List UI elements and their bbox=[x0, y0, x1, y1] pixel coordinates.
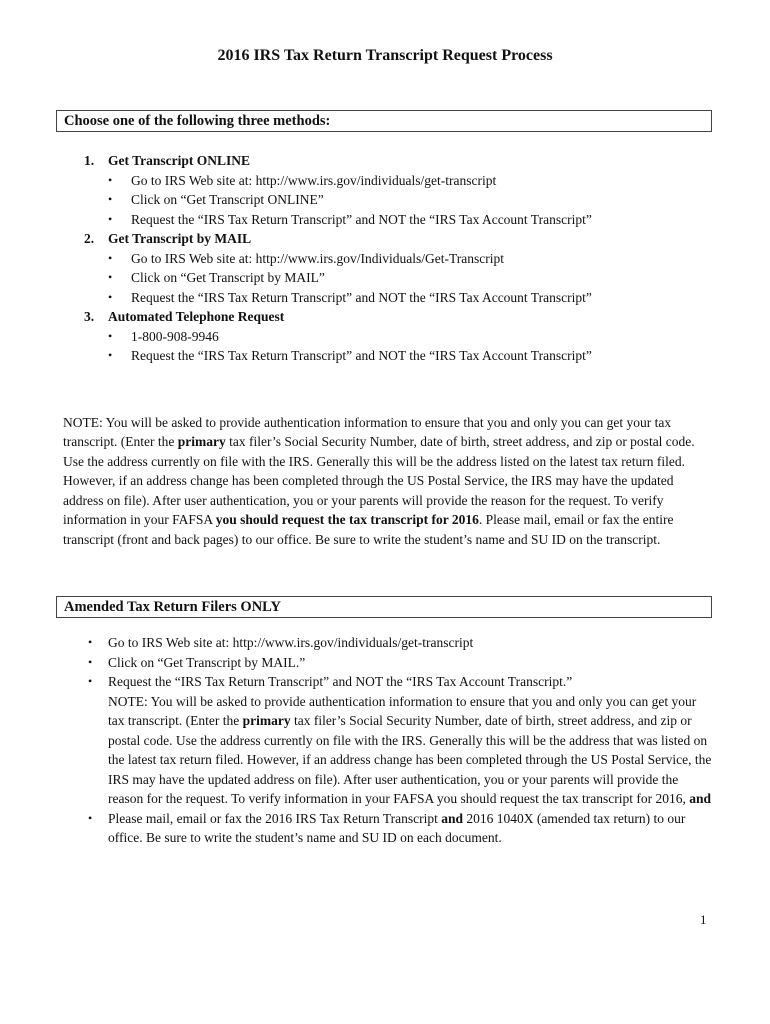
method-number: 2. bbox=[84, 231, 95, 246]
amended-section-header: Amended Tax Return Filers ONLY bbox=[56, 596, 712, 618]
list-item: • Click on “Get Transcript ONLINE” bbox=[108, 190, 714, 210]
note-emphasis: you should request the tax transcript for 2016 bbox=[215, 512, 479, 527]
method-online bbox=[84, 151, 714, 229]
list-item: • Click on “Get Transcript by MAIL” bbox=[108, 268, 714, 288]
method-number: 3. bbox=[84, 309, 95, 324]
method-number: 1. bbox=[84, 153, 95, 168]
list-item-text: 2016 1040X (amended tax return) to our office. Be sure to write the student’s name and SU ID on each document. bbox=[108, 810, 686, 845]
method-mail bbox=[84, 229, 714, 307]
note-text: tax filer’s Social Security Number, date of birth, street address, and zip or postal code. Use the address currently on file with the IRS. Generally this will be the address that was listed on the latest tax return filed. However, if an address change has been completed through the US Postal Service, the IRS may have the updated address on file). After user authentication, you or your parents will provide the reason for the request. To verify information in your FAFSA you should request the tax transcript for 2016, bbox=[108, 713, 712, 806]
list-item: • Request the “IRS Tax Return Transcript” and NOT the “IRS Tax Account Transcript” bbox=[108, 288, 714, 308]
note-emphasis: primary bbox=[242, 713, 291, 728]
note-emphasis: and bbox=[689, 791, 711, 806]
method-title: Automated Telephone Request bbox=[108, 309, 285, 324]
amended-list bbox=[84, 633, 714, 848]
list-item: • Go to IRS Web site at: http://www.irs.gov/individuals/get-transcript bbox=[108, 171, 714, 191]
note-text: tax filer’s Social Security Number, date of birth, street address, and zip or postal code. Use the address currently on file with the IRS. Generally this will be the address listed on the latest tax return filed. However, if an address change has been completed through the US Postal Service, the IRS may have the updated address on file). After user authentication, you or your parents will provide the reason for the request. To verify information in your FAFSA bbox=[63, 434, 695, 527]
list-item bbox=[84, 672, 714, 809]
note-emphasis: primary bbox=[177, 434, 226, 449]
method-title: Get Transcript ONLINE bbox=[108, 153, 251, 168]
list-item: • Go to IRS Web site at: http://www.irs.gov/Individuals/Get-Transcript bbox=[108, 249, 714, 269]
method-telephone bbox=[84, 307, 714, 366]
list-item-text: Request the “IRS Tax Return Transcript” and NOT the “IRS Tax Account Transcript.” bbox=[108, 674, 573, 689]
method-title: Get Transcript by MAIL bbox=[108, 231, 252, 246]
list-item bbox=[84, 809, 714, 848]
list-item: • Request the “IRS Tax Return Transcript” and NOT the “IRS Tax Account Transcript” bbox=[108, 210, 714, 230]
list-item-emphasis: and bbox=[441, 810, 464, 826]
amended-note bbox=[108, 692, 714, 809]
note-text: NOTE: You will be asked to provide authentication information to ensure that you and only you can get your tax transcript. (Enter the bbox=[108, 693, 697, 728]
list-item: • 1-800-908-9946 bbox=[108, 327, 714, 347]
list-item: • Request the “IRS Tax Return Transcript” and NOT the “IRS Tax Account Transcript” bbox=[108, 346, 714, 366]
note-text: . Please mail, email or fax the entire transcript (front and back pages) to our office. Be sure to write the student’s name and SU ID on the transcript. bbox=[63, 512, 674, 547]
authentication-note bbox=[63, 413, 713, 550]
methods-list bbox=[84, 151, 714, 366]
list-item-text: Please mail, email or fax the 2016 IRS Tax Return Transcript bbox=[108, 810, 442, 826]
list-item: • Go to IRS Web site at: http://www.irs.gov/individuals/get-transcript bbox=[84, 633, 714, 653]
note-text: NOTE: You will be asked to provide authentication information to ensure that you and only you can get your tax transcript. (Enter the bbox=[63, 414, 672, 449]
list-item: • Click on “Get Transcript by MAIL.” bbox=[84, 653, 714, 673]
methods-section-header: Choose one of the following three methods: bbox=[56, 110, 712, 132]
page-number: 1 bbox=[700, 912, 707, 927]
page-title: 2016 IRS Tax Return Transcript Request Process bbox=[217, 47, 553, 64]
